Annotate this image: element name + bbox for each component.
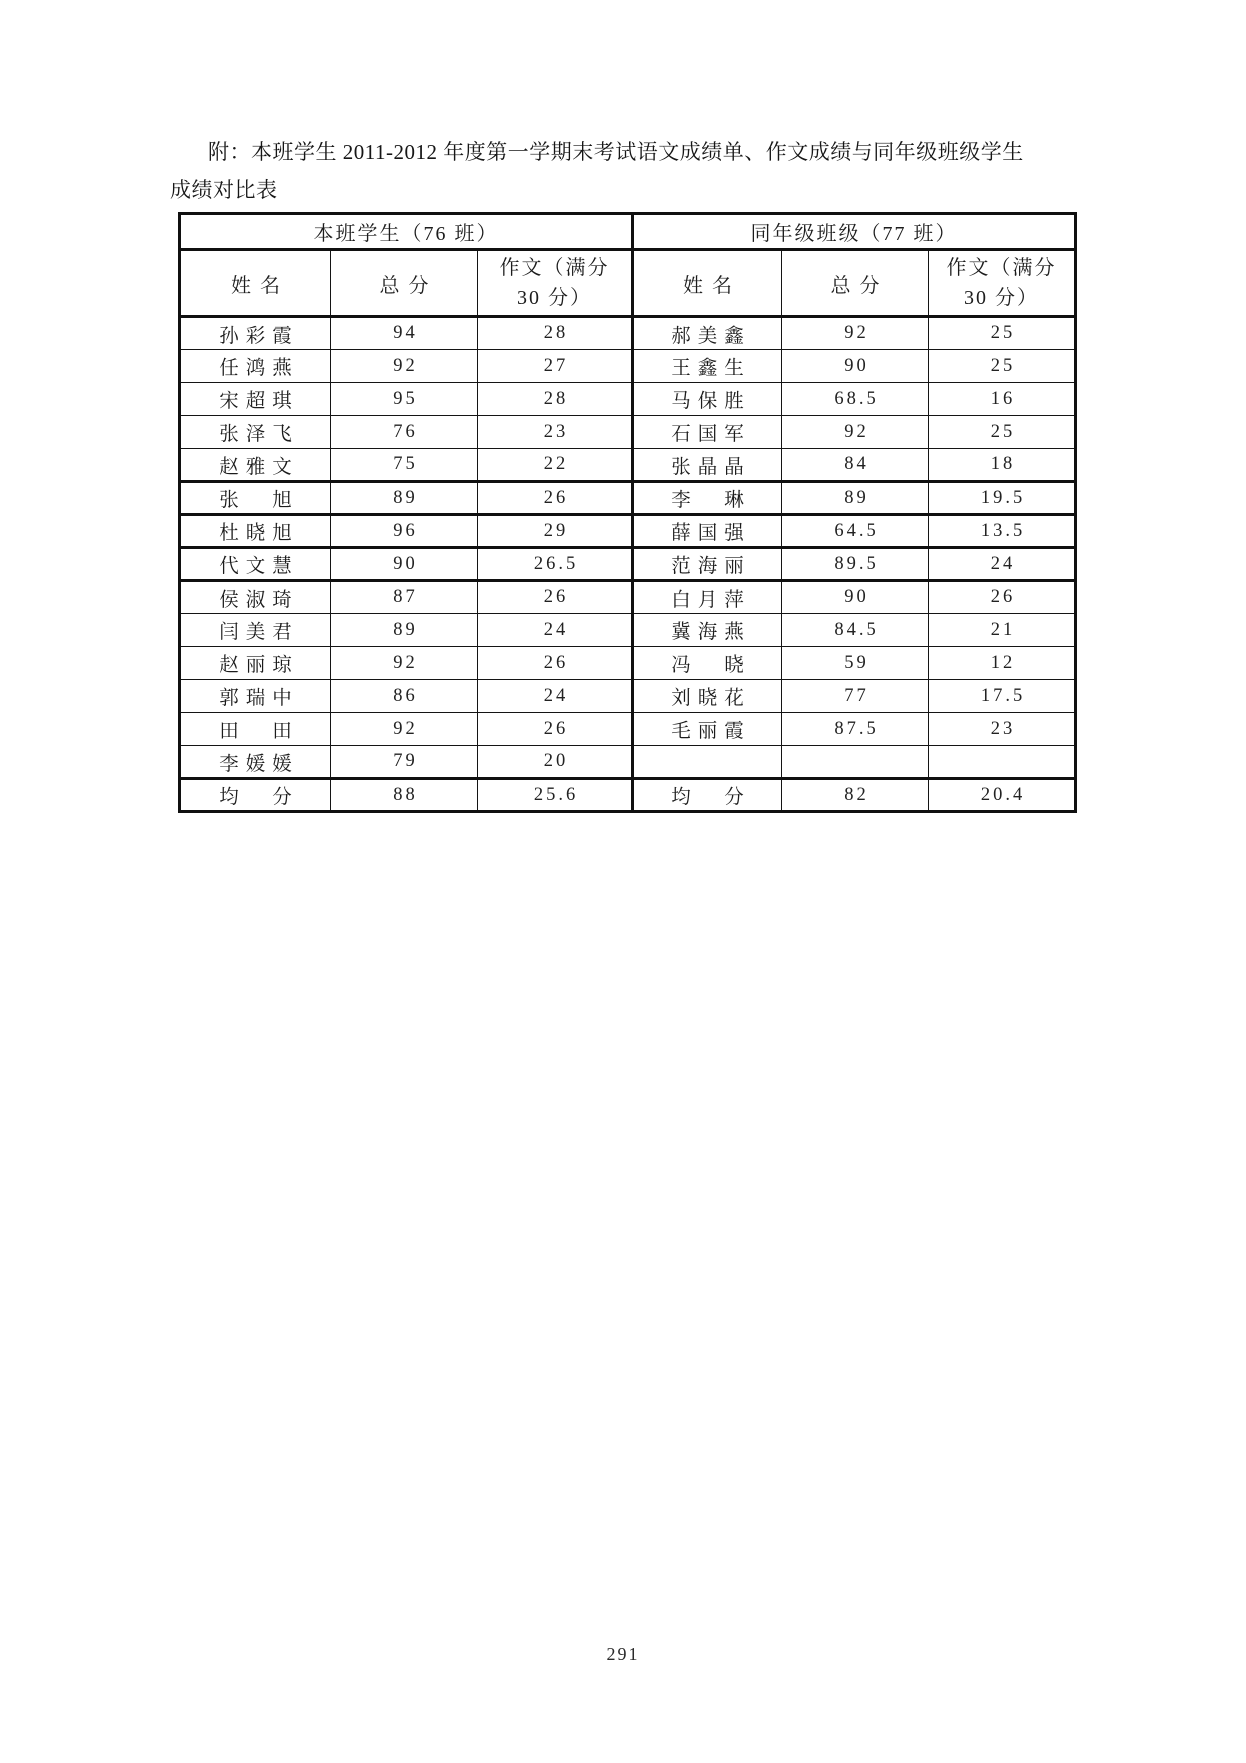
cell-essay-score-left: 20 xyxy=(478,746,633,779)
cell-student-name-right: 薛国强 xyxy=(633,515,782,548)
cell-essay-score-right: 16 xyxy=(929,383,1076,416)
cell-essay-score-left: 26 xyxy=(478,647,633,680)
cell-essay-score-left: 24 xyxy=(478,614,633,647)
cell-student-name-left: 宋超琪 xyxy=(180,383,331,416)
column-header-essay-right-line1: 作文（满分 xyxy=(946,257,1057,279)
cell-total-score-left: 94 xyxy=(331,317,478,350)
cell-student-name-left: 侯淑琦 xyxy=(180,581,331,614)
cell-essay-score-right: 20.4 xyxy=(929,779,1076,812)
cell-total-score-left: 95 xyxy=(331,383,478,416)
cell-total-score-left: 89 xyxy=(331,614,478,647)
cell-total-score-left: 96 xyxy=(331,515,478,548)
cell-total-score-right: 59 xyxy=(782,647,929,680)
cell-total-score-left: 92 xyxy=(331,713,478,746)
cell-student-name-left: 任鸿燕 xyxy=(180,350,331,383)
cell-total-score-right: 89.5 xyxy=(782,548,929,581)
title-line-1: 附：本班学生 2011-2012 年度第一学期末考试语文成绩单、作文成绩与同年级班级学生 xyxy=(208,140,1024,164)
score-comparison-table xyxy=(178,212,1077,813)
column-header-row xyxy=(180,250,1076,317)
cell-essay-score-right: 18 xyxy=(929,449,1076,482)
cell-essay-score-right: 25 xyxy=(929,317,1076,350)
cell-student-name-right: 王鑫生 xyxy=(633,350,782,383)
table-row xyxy=(180,416,1076,449)
cell-total-score-right: 82 xyxy=(782,779,929,812)
cell-total-score-right: 84.5 xyxy=(782,614,929,647)
column-header-name-right xyxy=(633,250,782,317)
table-row xyxy=(180,581,1076,614)
cell-student-name-left: 田 田 xyxy=(180,713,331,746)
cell-essay-score-right: 21 xyxy=(929,614,1076,647)
column-header-essay-left xyxy=(478,250,633,317)
cell-total-score-right: 84 xyxy=(782,449,929,482)
cell-essay-score-left: 25.6 xyxy=(478,779,633,812)
column-header-total-right xyxy=(782,250,929,317)
table-row xyxy=(180,383,1076,416)
cell-student-name-left: 张 旭 xyxy=(180,482,331,515)
cell-essay-score-right: 25 xyxy=(929,350,1076,383)
cell-essay-score-left: 24 xyxy=(478,680,633,713)
cell-student-name-left: 闫美君 xyxy=(180,614,331,647)
cell-essay-score-left: 26 xyxy=(478,581,633,614)
table-row xyxy=(180,746,1076,779)
cell-essay-score-left: 26.5 xyxy=(478,548,633,581)
group-header-peer-class-77: 同年级班级（77 班） xyxy=(633,214,1076,250)
cell-total-score-left: 90 xyxy=(331,548,478,581)
column-header-essay-right-line2: 30 分） xyxy=(964,287,1039,309)
cell-student-name-right: 张晶晶 xyxy=(633,449,782,482)
cell-student-name-right: 马保胜 xyxy=(633,383,782,416)
cell-student-name-right: 冯 晓 xyxy=(633,647,782,680)
title-line-2: 成绩对比表 xyxy=(170,178,278,202)
table-row xyxy=(180,548,1076,581)
cell-student-name-left: 李媛媛 xyxy=(180,746,331,779)
cell-total-score-left: 75 xyxy=(331,449,478,482)
table-row xyxy=(180,515,1076,548)
cell-essay-score-left: 28 xyxy=(478,383,633,416)
cell-student-name-right: 石国军 xyxy=(633,416,782,449)
cell-total-score-right: 64.5 xyxy=(782,515,929,548)
table-row xyxy=(180,713,1076,746)
column-header-essay-right xyxy=(929,250,1076,317)
cell-total-score-right: 68.5 xyxy=(782,383,929,416)
cell-student-name-right: 均 分 xyxy=(633,779,782,812)
cell-student-name-left: 孙彩霞 xyxy=(180,317,331,350)
cell-total-score-left: 92 xyxy=(331,350,478,383)
cell-essay-score-right: 19.5 xyxy=(929,482,1076,515)
cell-essay-score-right: 23 xyxy=(929,713,1076,746)
table-row xyxy=(180,779,1076,812)
column-header-name-left xyxy=(180,250,331,317)
cell-essay-score-right xyxy=(929,746,1076,779)
cell-total-score-left: 88 xyxy=(331,779,478,812)
cell-essay-score-left: 26 xyxy=(478,713,633,746)
column-header-essay-left-line1: 作文（满分 xyxy=(499,257,610,279)
table-row xyxy=(180,647,1076,680)
column-header-total-left xyxy=(331,250,478,317)
cell-student-name-left: 郭瑞中 xyxy=(180,680,331,713)
cell-essay-score-left: 22 xyxy=(478,449,633,482)
cell-student-name-right: 李 琳 xyxy=(633,482,782,515)
cell-essay-score-left: 23 xyxy=(478,416,633,449)
table-row xyxy=(180,614,1076,647)
cell-student-name-right: 郝美鑫 xyxy=(633,317,782,350)
cell-essay-score-left: 28 xyxy=(478,317,633,350)
cell-essay-score-right: 13.5 xyxy=(929,515,1076,548)
cell-essay-score-left: 29 xyxy=(478,515,633,548)
cell-essay-score-right: 12 xyxy=(929,647,1076,680)
table-row xyxy=(180,317,1076,350)
cell-total-score-left: 87 xyxy=(331,581,478,614)
cell-total-score-right: 92 xyxy=(782,416,929,449)
cell-total-score-left: 79 xyxy=(331,746,478,779)
cell-student-name-left: 张泽飞 xyxy=(180,416,331,449)
table-row xyxy=(180,449,1076,482)
cell-essay-score-left: 26 xyxy=(478,482,633,515)
table-row xyxy=(180,482,1076,515)
cell-student-name-right: 白月萍 xyxy=(633,581,782,614)
cell-total-score-right: 90 xyxy=(782,581,929,614)
cell-total-score-left: 76 xyxy=(331,416,478,449)
page-number: 291 xyxy=(606,1644,640,1664)
cell-total-score-right: 87.5 xyxy=(782,713,929,746)
document-title xyxy=(170,133,1100,209)
cell-student-name-right: 毛丽霞 xyxy=(633,713,782,746)
cell-essay-score-right: 24 xyxy=(929,548,1076,581)
cell-essay-score-right: 25 xyxy=(929,416,1076,449)
cell-total-score-left: 86 xyxy=(331,680,478,713)
cell-essay-score-left: 27 xyxy=(478,350,633,383)
cell-student-name-left: 均 分 xyxy=(180,779,331,812)
cell-student-name-right xyxy=(633,746,782,779)
column-header-total-left-label: 总分 xyxy=(379,274,438,297)
column-header-name-right-label: 姓名 xyxy=(683,274,741,297)
group-header-row xyxy=(180,214,1076,250)
group-header-own-class-76: 本班学生（76 班） xyxy=(180,214,633,250)
cell-total-score-right: 77 xyxy=(782,680,929,713)
column-header-essay-left-line2: 30 分） xyxy=(517,287,592,309)
cell-total-score-right: 90 xyxy=(782,350,929,383)
cell-student-name-left: 杜晓旭 xyxy=(180,515,331,548)
cell-student-name-left: 赵丽琼 xyxy=(180,647,331,680)
table-row xyxy=(180,350,1076,383)
cell-total-score-right: 92 xyxy=(782,317,929,350)
column-header-total-right-label: 总分 xyxy=(830,274,889,297)
table-row xyxy=(180,680,1076,713)
cell-student-name-right: 冀海燕 xyxy=(633,614,782,647)
cell-essay-score-right: 17.5 xyxy=(929,680,1076,713)
cell-student-name-left: 代文慧 xyxy=(180,548,331,581)
cell-student-name-right: 范海丽 xyxy=(633,548,782,581)
cell-essay-score-right: 26 xyxy=(929,581,1076,614)
cell-total-score-left: 89 xyxy=(331,482,478,515)
column-header-name-left-label: 姓名 xyxy=(231,274,289,297)
cell-total-score-right: 89 xyxy=(782,482,929,515)
cell-student-name-left: 赵雅文 xyxy=(180,449,331,482)
cell-student-name-right: 刘晓花 xyxy=(633,680,782,713)
cell-total-score-right xyxy=(782,746,929,779)
cell-total-score-left: 92 xyxy=(331,647,478,680)
